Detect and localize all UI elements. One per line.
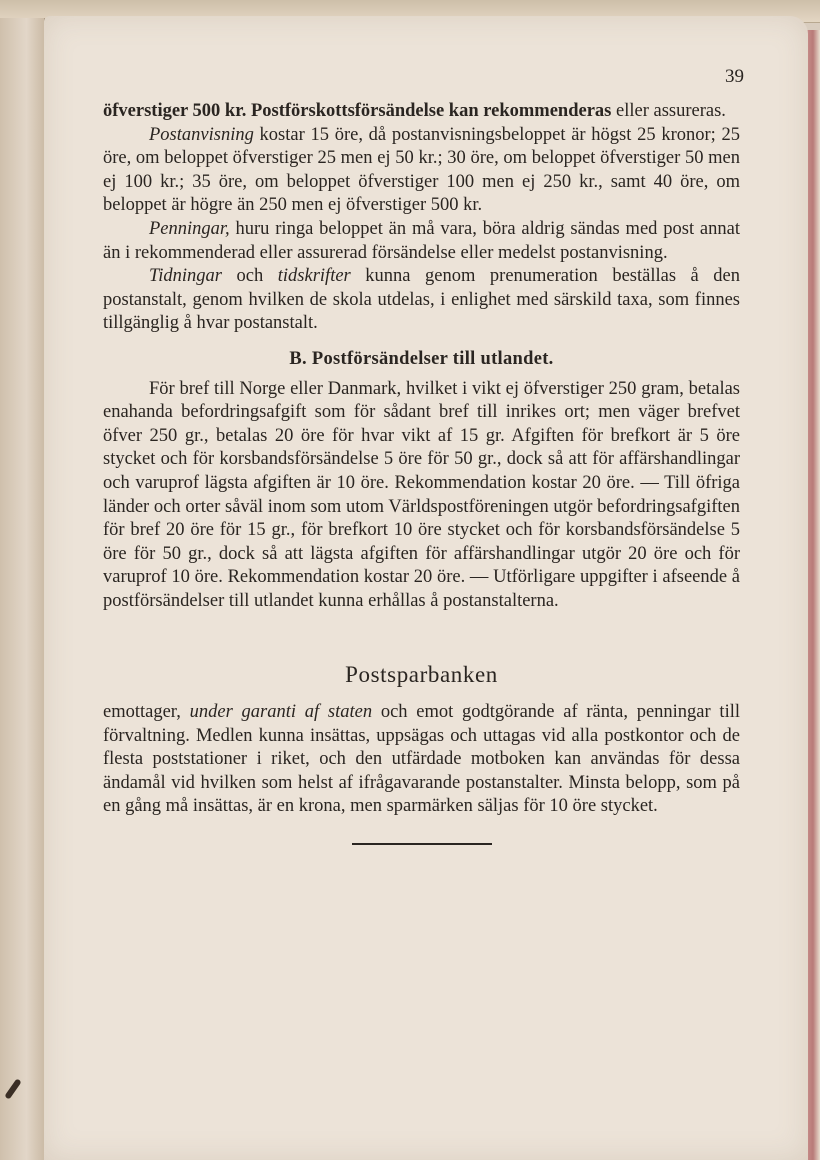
emphasis: under garanti af staten xyxy=(189,702,373,723)
paragraph-tidningar xyxy=(103,265,740,336)
emphasis: Penningar, xyxy=(149,218,230,239)
ink-mark xyxy=(4,1078,22,1099)
text-span: kunna genom prenumeration beställas å den postanstalt, genom hvilken de skola utdelas, i enlighet med särskild taxa, som finnes tillgänglig å hvar postanstalt. xyxy=(103,266,741,334)
emphasis: Tidningar xyxy=(149,266,222,287)
closing-rule xyxy=(352,843,492,845)
paragraph-postforskott xyxy=(103,100,740,124)
section-heading-utlandet: B. Postförsändelser till utlandet. xyxy=(289,348,554,369)
emphasis: Postanvisning xyxy=(149,124,254,145)
red-book-edge xyxy=(806,30,820,1160)
left-facing-page-edge xyxy=(0,18,45,1160)
text-span: emottager, xyxy=(103,702,190,723)
text-span: huru ringa beloppet än må vara, böra aldrig sändas med post annat än i rekommenderad eller assurerad försändelse eller medelst postanvisning. xyxy=(103,218,740,263)
page-text xyxy=(103,100,740,845)
text-span: och emot godtgörande af ränta, penningar till förvaltning. Medlen kunna insättas, uppsägas och uttagas vid alla postkontor och de flesta poststationer i riket, och den utfärdade motboken kan användas för dessa ändamål vid hvilken som helst af ifrågavarande postanstalter. Minsta belopp, som på en gång må insättas, är en krona, men sparmärken säljas för 10 öre stycket. xyxy=(103,702,740,817)
paragraph-postsparbanken xyxy=(103,701,740,819)
paragraph-penningar xyxy=(103,218,740,265)
page-number: 39 xyxy=(725,66,744,87)
text-span: öfverstiger 500 kr. xyxy=(103,101,247,121)
emphasis: tidskrifter xyxy=(277,266,351,287)
text-span: eller assureras. xyxy=(611,101,726,121)
text-span: Postförskottsförsändelse kan rekommenderas xyxy=(250,101,612,121)
text-span: kostar 15 öre, då postanvisningsbeloppet är högst 25 kronor; 25 öre, om beloppet öfverstiger 25 men ej 50 kr.; 30 öre, om beloppet öfverstiger 50 men ej 100 kr.; 35 öre, om beloppet öfverstiger 100 men ej 250 kr., samt 40 öre, om beloppet är högre än 250 men ej öfverstiger 500 kr. xyxy=(103,124,740,216)
paragraph-postanvisning xyxy=(103,124,740,218)
text-span: och xyxy=(222,266,278,287)
paragraph-utlandet: För bref till Norge eller Danmark, hvilket i vikt ej öfverstiger 250 gram, betalas enahanda befordringsafgift som för sådant bref till inrikes ort; men väger brefvet öfver 250 gr., betalas 20 öre för hvar vikt af 15 gr. Afgiften för brefkort är 5 öre stycket och för korsbandsförsändelse 5 öre för 50 gr., dock så att för affärshandlingar och varuprof lägsta afgiften är 10 öre. Rekommendation kostar 20 öre. — Till öfriga länder och orter såväl inom som utom Världspostföreningen utgör befordringsafgiften för bref 20 öre för 15 gr., för brefkort 10 öre stycket och för korsbandsförsändelse 5 öre för 50 gr., dock så att lägsta afgiften för affärshandlingar utgör 20 öre och för varuprof 10 öre. Rekommendation kostar 20 öre. — Utförligare uppgifter i afseende å postförsändelser till utlandet kunna erhållas å postanstalterna. xyxy=(103,378,740,611)
section-heading-postsparbanken: Postsparbanken xyxy=(345,662,498,688)
